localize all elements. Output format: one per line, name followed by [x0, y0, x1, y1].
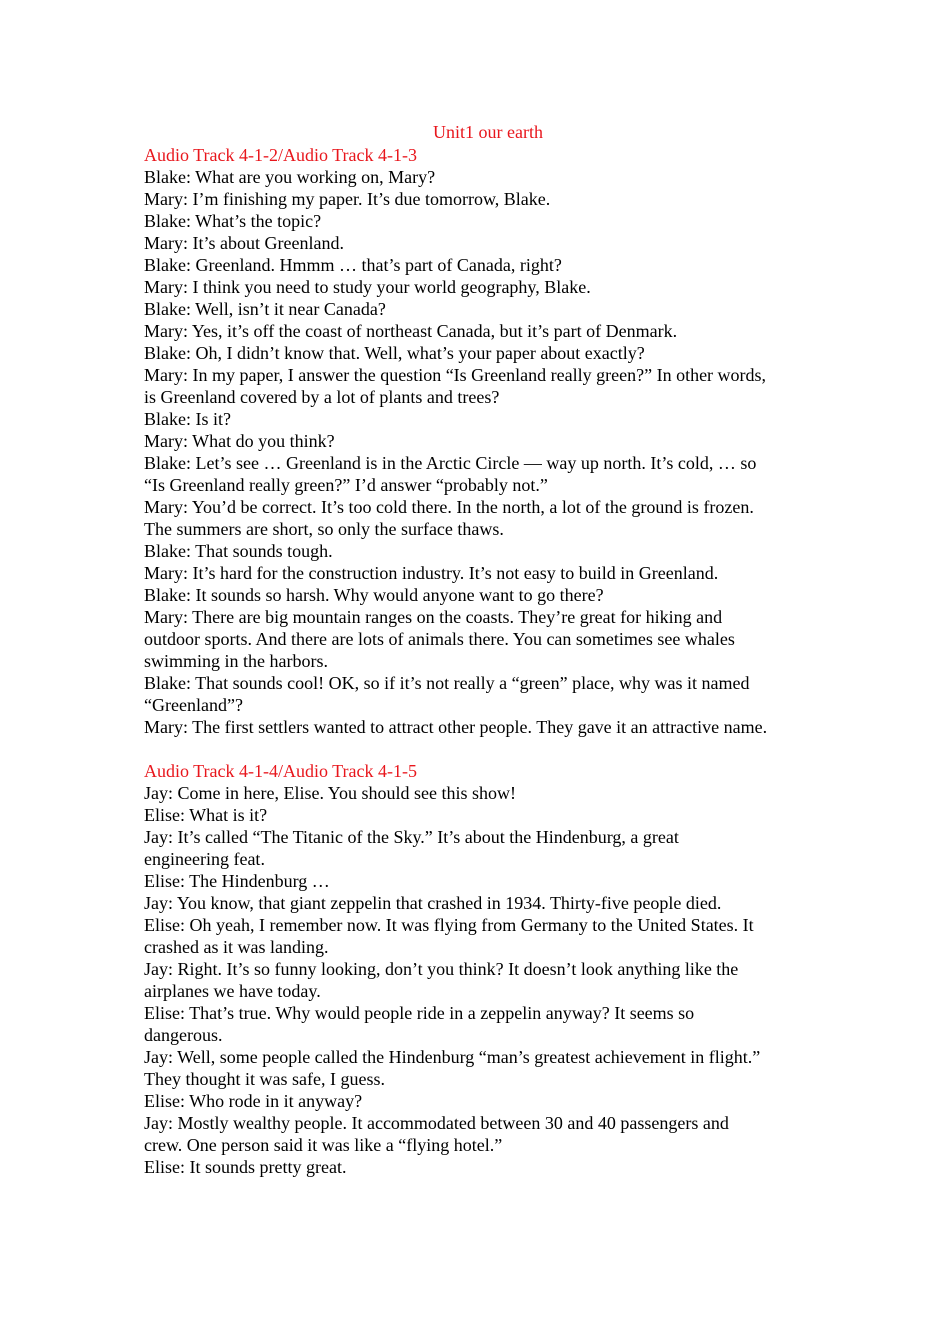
dialogue-line: Mary: I’m finishing my paper. It’s due tomorrow, Blake. — [144, 189, 551, 209]
dialogue-line: Mary: It’s about Greenland. — [144, 233, 344, 253]
dialogue-line: Jay: Right. It’s so funny looking, don’t you think? It doesn’t look anything like the — [144, 959, 739, 979]
dialogue-line: Mary: In my paper, I answer the question “Is Greenland really green?” In other words, — [144, 365, 767, 385]
dialogue-line: Elise: That’s true. Why would people ride in a zeppelin anyway? It seems so — [144, 1003, 695, 1023]
dialogue-line: crashed as it was landing. — [144, 937, 329, 957]
dialogue-line: Jay: Come in here, Elise. You should see this show! — [144, 783, 516, 803]
section-gap — [144, 738, 824, 760]
dialogue-line: Elise: What is it? — [144, 805, 268, 825]
section-2 — [144, 760, 824, 1178]
dialogue-line: Blake: Greenland. Hmmm … that’s part of Canada, right? — [144, 255, 562, 275]
dialogue-line: Elise: Who rode in it anyway? — [144, 1091, 363, 1111]
dialogue-line: Mary: It’s hard for the construction industry. It’s not easy to build in Greenland. — [144, 563, 719, 583]
dialogue-line: Jay: Well, some people called the Hindenburg “man’s greatest achievement in flight.” — [144, 1047, 761, 1067]
dialogue-line: Blake: Is it? — [144, 409, 231, 429]
dialogue-line: Blake: It sounds so harsh. Why would anyone want to go there? — [144, 585, 604, 605]
dialogue-line: Elise: It sounds pretty great. — [144, 1157, 347, 1177]
dialogue-line: Mary: There are big mountain ranges on the coasts. They’re great for hiking and — [144, 607, 723, 627]
dialogue-line: swimming in the harbors. — [144, 651, 328, 671]
dialogue-line: dangerous. — [144, 1025, 223, 1045]
dialogue-line: Blake: That sounds tough. — [144, 541, 333, 561]
dialogue-line: Mary: I think you need to study your world geography, Blake. — [144, 277, 591, 297]
section-heading: Audio Track 4-1-4/Audio Track 4-1-5 — [144, 761, 417, 781]
section-heading: Audio Track 4-1-2/Audio Track 4-1-3 — [144, 145, 417, 165]
dialogue-line: They thought it was safe, I guess. — [144, 1069, 385, 1089]
dialogue-line: Blake: Well, isn’t it near Canada? — [144, 299, 386, 319]
dialogue-line: Blake: What’s the topic? — [144, 211, 322, 231]
dialogue-line: “Is Greenland really green?” I’d answer “probably not.” — [144, 475, 548, 495]
dialogue-line: crew. One person said it was like a “flying hotel.” — [144, 1135, 503, 1155]
dialogue-line: Mary: Yes, it’s off the coast of northeast Canada, but it’s part of Denmark. — [144, 321, 678, 341]
dialogue-line: Jay: You know, that giant zeppelin that crashed in 1934. Thirty-five people died. — [144, 893, 722, 913]
dialogue-line: Jay: Mostly wealthy people. It accommodated between 30 and 40 passengers and — [144, 1113, 729, 1133]
dialogue-line: Blake: What are you working on, Mary? — [144, 167, 436, 187]
dialogue-line: Jay: It’s called “The Titanic of the Sky.” It’s about the Hindenburg, a great — [144, 827, 679, 847]
dialogue-line: outdoor sports. And there are lots of animals there. You can sometimes see whales — [144, 629, 735, 649]
dialogue-line: Mary: What do you think? — [144, 431, 335, 451]
document-page — [144, 120, 824, 1178]
dialogue-line: Blake: Oh, I didn’t know that. Well, what’s your paper about exactly? — [144, 343, 645, 363]
dialogue-line: airplanes we have today. — [144, 981, 321, 1001]
section-1 — [144, 144, 824, 738]
section-1-lines — [144, 166, 824, 738]
dialogue-line: engineering feat. — [144, 849, 265, 869]
dialogue-line: Blake: That sounds cool! OK, so if it’s not really a “green” place, why was it named — [144, 673, 750, 693]
unit-title: Unit1 our earth — [433, 122, 543, 142]
dialogue-line: is Greenland covered by a lot of plants and trees? — [144, 387, 500, 407]
dialogue-line: Mary: You’d be correct. It’s too cold there. In the north, a lot of the ground is frozen. — [144, 497, 754, 517]
dialogue-line: Elise: Oh yeah, I remember now. It was flying from Germany to the United States. It — [144, 915, 754, 935]
section-2-lines — [144, 782, 824, 1178]
dialogue-line: The summers are short, so only the surface thaws. — [144, 519, 504, 539]
dialogue-line: Elise: The Hindenburg … — [144, 871, 330, 891]
dialogue-line: Blake: Let’s see … Greenland is in the Arctic Circle — way up north. It’s cold, … so — [144, 453, 757, 473]
dialogue-line: Mary: The first settlers wanted to attract other people. They gave it an attractive name. — [144, 717, 768, 737]
dialogue-line: “Greenland”? — [144, 695, 243, 715]
